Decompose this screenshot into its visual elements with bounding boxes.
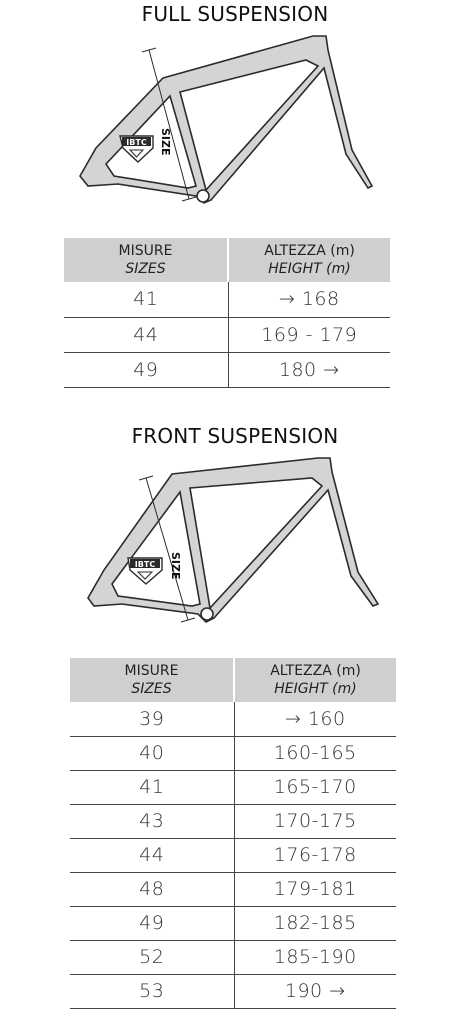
table-row xyxy=(70,872,396,906)
table-row xyxy=(64,282,390,317)
table-row xyxy=(70,804,396,838)
table-row xyxy=(70,702,396,736)
front-bottom-bracket xyxy=(201,608,213,620)
height-cell: 169 - 179 xyxy=(228,317,390,352)
table-row xyxy=(64,352,390,387)
front-frame-shape xyxy=(88,458,378,622)
full-logo-text: IBTC xyxy=(126,138,147,147)
height-cell: 165-170 xyxy=(234,770,396,804)
full-frame-shape xyxy=(80,36,372,203)
height-cell: 179-181 xyxy=(234,872,396,906)
size-cell: 44 xyxy=(70,838,234,872)
size-cell: 48 xyxy=(70,872,234,906)
size-cell: 43 xyxy=(70,804,234,838)
height-cell: 182-185 xyxy=(234,906,396,940)
table-row xyxy=(70,974,396,1008)
table-row xyxy=(70,770,396,804)
table-row xyxy=(70,906,396,940)
size-cell: 40 xyxy=(70,736,234,770)
height-cell: → 160 xyxy=(234,702,396,736)
size-cell: 39 xyxy=(70,702,234,736)
height-cell: 185-190 xyxy=(234,940,396,974)
full-size-table xyxy=(64,238,390,388)
height-cell: 160-165 xyxy=(234,736,396,770)
table-row xyxy=(70,736,396,770)
size-cell: 44 xyxy=(64,317,228,352)
size-cell: 52 xyxy=(70,940,234,974)
size-cell: 41 xyxy=(64,282,228,317)
front-suspension-title: FRONT SUSPENSION xyxy=(131,424,339,448)
full-bottom-bracket xyxy=(197,190,209,202)
front-logo-text: IBTC xyxy=(134,560,156,569)
size-cell: 53 xyxy=(70,974,234,1008)
front-frame-diagram xyxy=(0,452,470,632)
full-header-height: ALTEZZA (m) HEIGHT (m) xyxy=(228,238,390,282)
front-size-label: SIZE xyxy=(169,552,182,580)
full-size-label: SIZE xyxy=(159,128,172,156)
height-cell: → 168 xyxy=(228,282,390,317)
full-suspension-title: FULL SUSPENSION xyxy=(141,2,329,26)
full-header-sizes: MISURE SIZES xyxy=(64,238,228,282)
table-row xyxy=(70,838,396,872)
height-cell: 180 → xyxy=(228,352,390,387)
table-row xyxy=(70,940,396,974)
height-cell: 170-175 xyxy=(234,804,396,838)
front-header-height: ALTEZZA (m) HEIGHT (m) xyxy=(234,658,396,702)
height-cell: 176-178 xyxy=(234,838,396,872)
size-cell: 49 xyxy=(64,352,228,387)
front-header-sizes: MISURE SIZES xyxy=(70,658,234,702)
size-cell: 49 xyxy=(70,906,234,940)
height-cell: 190 → xyxy=(234,974,396,1008)
table-row xyxy=(64,317,390,352)
size-cell: 41 xyxy=(70,770,234,804)
front-size-table xyxy=(70,658,396,1009)
full-frame-diagram xyxy=(0,28,470,243)
